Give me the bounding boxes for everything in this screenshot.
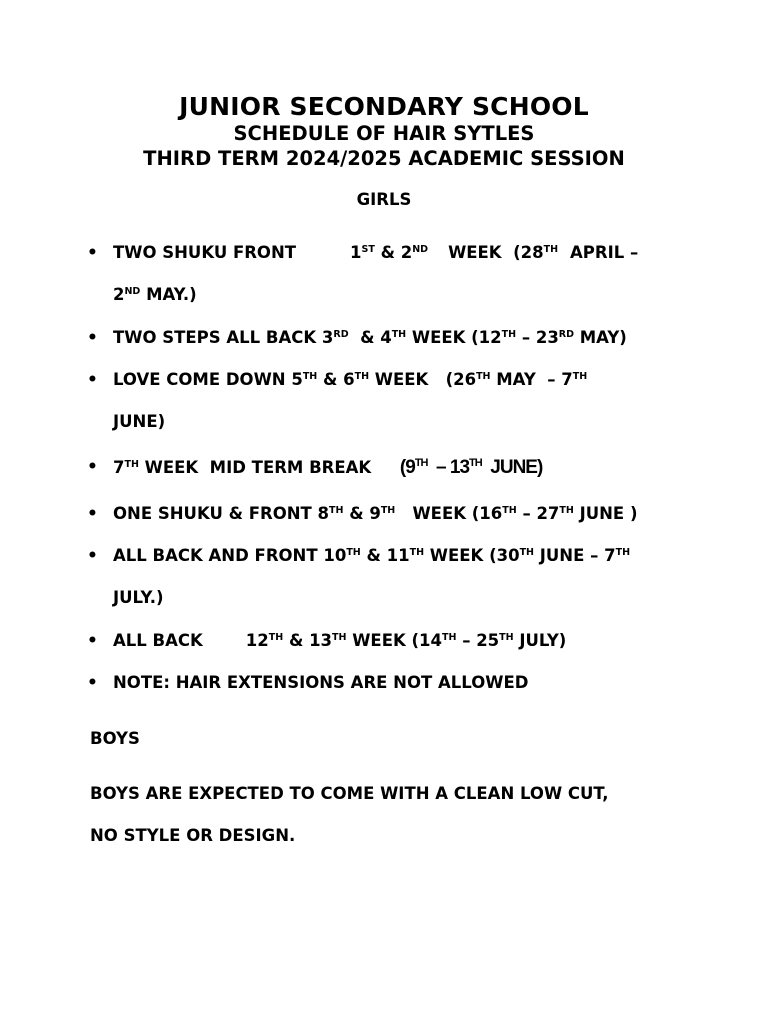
school-title: JUNIOR SECONDARY SCHOOL: [179, 92, 589, 121]
list-item-line: [113, 673, 528, 692]
bullet-icon: •: [87, 328, 98, 348]
list-item-line: TWO SHUKU FRONT 1ST & 2ND WEEK (28TH APRIL –: [113, 243, 639, 262]
bullet-icon: •: [87, 673, 98, 693]
bullet-icon: •: [87, 243, 98, 263]
bullet-icon: •: [87, 631, 98, 651]
bullet-icon: •: [87, 457, 98, 477]
boys-instruction-line: NO STYLE OR DESIGN.: [90, 826, 296, 845]
boys-heading: BOYS: [90, 729, 140, 748]
list-item-line: JUNE): [113, 412, 166, 431]
list-item-line: ONE SHUKU & FRONT 8TH & 9TH WEEK (16TH – 27TH JUNE ): [113, 504, 638, 523]
style-name: ALL BACK: [113, 631, 203, 650]
note-text: NOTE: HAIR EXTENSIONS ARE NOT ALLOWED: [113, 673, 529, 692]
mid-term-dates: (9TH – 13TH JUNE): [399, 457, 543, 478]
schedule-subtitle: SCHEDULE OF HAIR SYTLES: [233, 122, 535, 145]
boys-instruction-line: BOYS ARE EXPECTED TO COME WITH A CLEAN LOW CUT,: [90, 784, 609, 803]
list-item-line: TWO STEPS ALL BACK 3RD & 4TH WEEK (12TH – 23RD MAY): [113, 328, 627, 347]
list-item-line: JULY.): [113, 588, 164, 607]
term-title: THIRD TERM 2024/2025 ACADEMIC SESSION: [143, 147, 625, 170]
list-item-line: LOVE COME DOWN 5TH & 6TH WEEK (26TH MAY – 7TH: [113, 370, 588, 389]
bullet-icon: •: [87, 546, 98, 566]
list-item-line: 2ND MAY.): [113, 285, 197, 304]
list-item-line: 7TH WEEK MID TERM BREAK (9TH – 13TH JUNE): [113, 457, 543, 478]
style-name: TWO SHUKU FRONT: [113, 243, 297, 262]
list-item-line: ALL BACK 12TH & 13TH WEEK (14TH – 25TH JULY): [113, 631, 567, 650]
girls-heading: GIRLS: [356, 190, 412, 209]
bullet-icon: •: [87, 370, 98, 390]
list-item-line: ALL BACK AND FRONT 10TH & 11TH WEEK (30TH JUNE – 7TH: [113, 546, 631, 565]
bullet-icon: •: [87, 504, 98, 524]
